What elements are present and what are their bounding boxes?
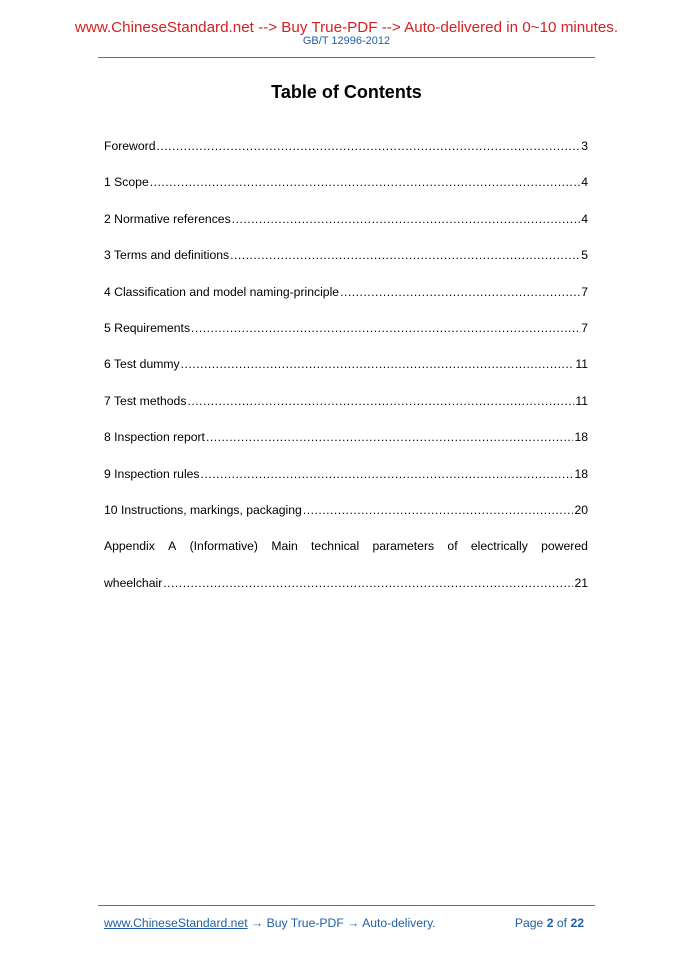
toc-entry-label: Foreword (104, 139, 156, 153)
toc-leader-dots (191, 318, 580, 338)
toc-word: powered (541, 539, 588, 554)
toc-word: Main (271, 539, 298, 554)
toc-entry-inspection-rules[interactable] (104, 464, 588, 500)
toc-entry-page: 3 (581, 139, 588, 153)
toc-entry-label: 9 Inspection rules (104, 466, 200, 481)
toc-entry-label: 4 Classification and model naming-principle (104, 284, 340, 299)
toc-entry-label: 2 Normative references (104, 211, 231, 226)
standard-code: GB/T 12996-2012 (302, 35, 391, 47)
toc-entry-appendix-a-line1[interactable] (104, 536, 588, 572)
toc-entry-page: 11 (575, 393, 588, 408)
toc-leader-dots (163, 573, 573, 593)
promo-banner[interactable]: www.ChineseStandard.net --> Buy True-PDF --> Auto-delivered in 0~10 minutes. (74, 19, 619, 36)
toc-title: Table of Contents (271, 82, 422, 102)
toc-entry-requirements[interactable] (104, 318, 588, 354)
toc-entry-label: 7 Test methods (104, 393, 187, 408)
toc-entry-page: 21 (574, 575, 588, 590)
toc-word: A (168, 539, 177, 554)
toc-entry-page: 11 (575, 357, 588, 372)
toc-leader-dots (156, 136, 580, 156)
toc-leader-dots (181, 354, 575, 374)
toc-word: technical (311, 539, 360, 554)
toc-entry-page: 7 (581, 284, 588, 299)
table-of-contents (104, 136, 588, 609)
toc-leader-dots (232, 209, 581, 229)
page-of: of (553, 916, 571, 930)
toc-word: (Informative) (189, 539, 258, 554)
toc-leader-dots (230, 245, 580, 265)
toc-entry-page: 18 (574, 430, 588, 445)
toc-entry-label: 1 Scope (104, 175, 149, 190)
toc-leader-dots (187, 391, 574, 411)
toc-entry-appendix-a-line2[interactable] (104, 573, 588, 609)
footer-promo (104, 916, 436, 930)
toc-entry-foreword[interactable] (104, 136, 588, 172)
toc-entry-page: 4 (581, 175, 588, 190)
toc-entry-scope[interactable] (104, 172, 588, 208)
toc-leader-dots (340, 282, 580, 302)
toc-word: of (447, 539, 458, 554)
footer-site-link[interactable]: www.ChineseStandard.net (104, 916, 248, 930)
page-number (515, 916, 584, 930)
toc-leader-dots (303, 500, 574, 520)
toc-leader-dots (201, 464, 574, 484)
page-total: 22 (570, 916, 584, 930)
toc-entry-page: 20 (574, 502, 588, 517)
toc-entry-label: 5 Requirements (104, 320, 191, 335)
toc-entry-test-methods[interactable] (104, 391, 588, 427)
toc-word: Appendix (104, 539, 155, 554)
toc-entry-normative-references[interactable] (104, 209, 588, 245)
toc-entry-label: 8 Inspection report (104, 430, 205, 445)
toc-entry-test-dummy[interactable] (104, 354, 588, 390)
toc-word: parameters (372, 539, 435, 554)
toc-entry-page: 18 (574, 466, 588, 481)
toc-entry-label: 6 Test dummy (104, 357, 180, 372)
page-footer (104, 916, 584, 932)
toc-leader-dots (206, 427, 573, 447)
toc-leader-dots (150, 172, 580, 192)
header-divider (98, 57, 595, 58)
page-prefix: Page (514, 916, 547, 930)
toc-entry-label: 3 Terms and definitions (104, 248, 230, 263)
toc-entry-page: 7 (581, 320, 588, 335)
toc-entry-label: wheelchair (104, 575, 163, 590)
toc-entry-label: 10 Instructions, markings, packaging (104, 502, 302, 517)
page-current: 2 (546, 916, 554, 930)
toc-entry-page: 4 (581, 211, 588, 226)
toc-entry-inspection-report[interactable] (104, 427, 588, 463)
toc-entry-page: 5 (581, 248, 588, 263)
toc-entry-instructions-markings[interactable] (104, 500, 588, 536)
toc-entry-terms-definitions[interactable] (104, 245, 588, 281)
footer-promo-tail: → Buy True-PDF → Auto-delivery. (247, 916, 436, 930)
footer-divider (98, 905, 595, 906)
toc-word: electrically (470, 539, 528, 554)
toc-entry-classification[interactable] (104, 282, 588, 318)
